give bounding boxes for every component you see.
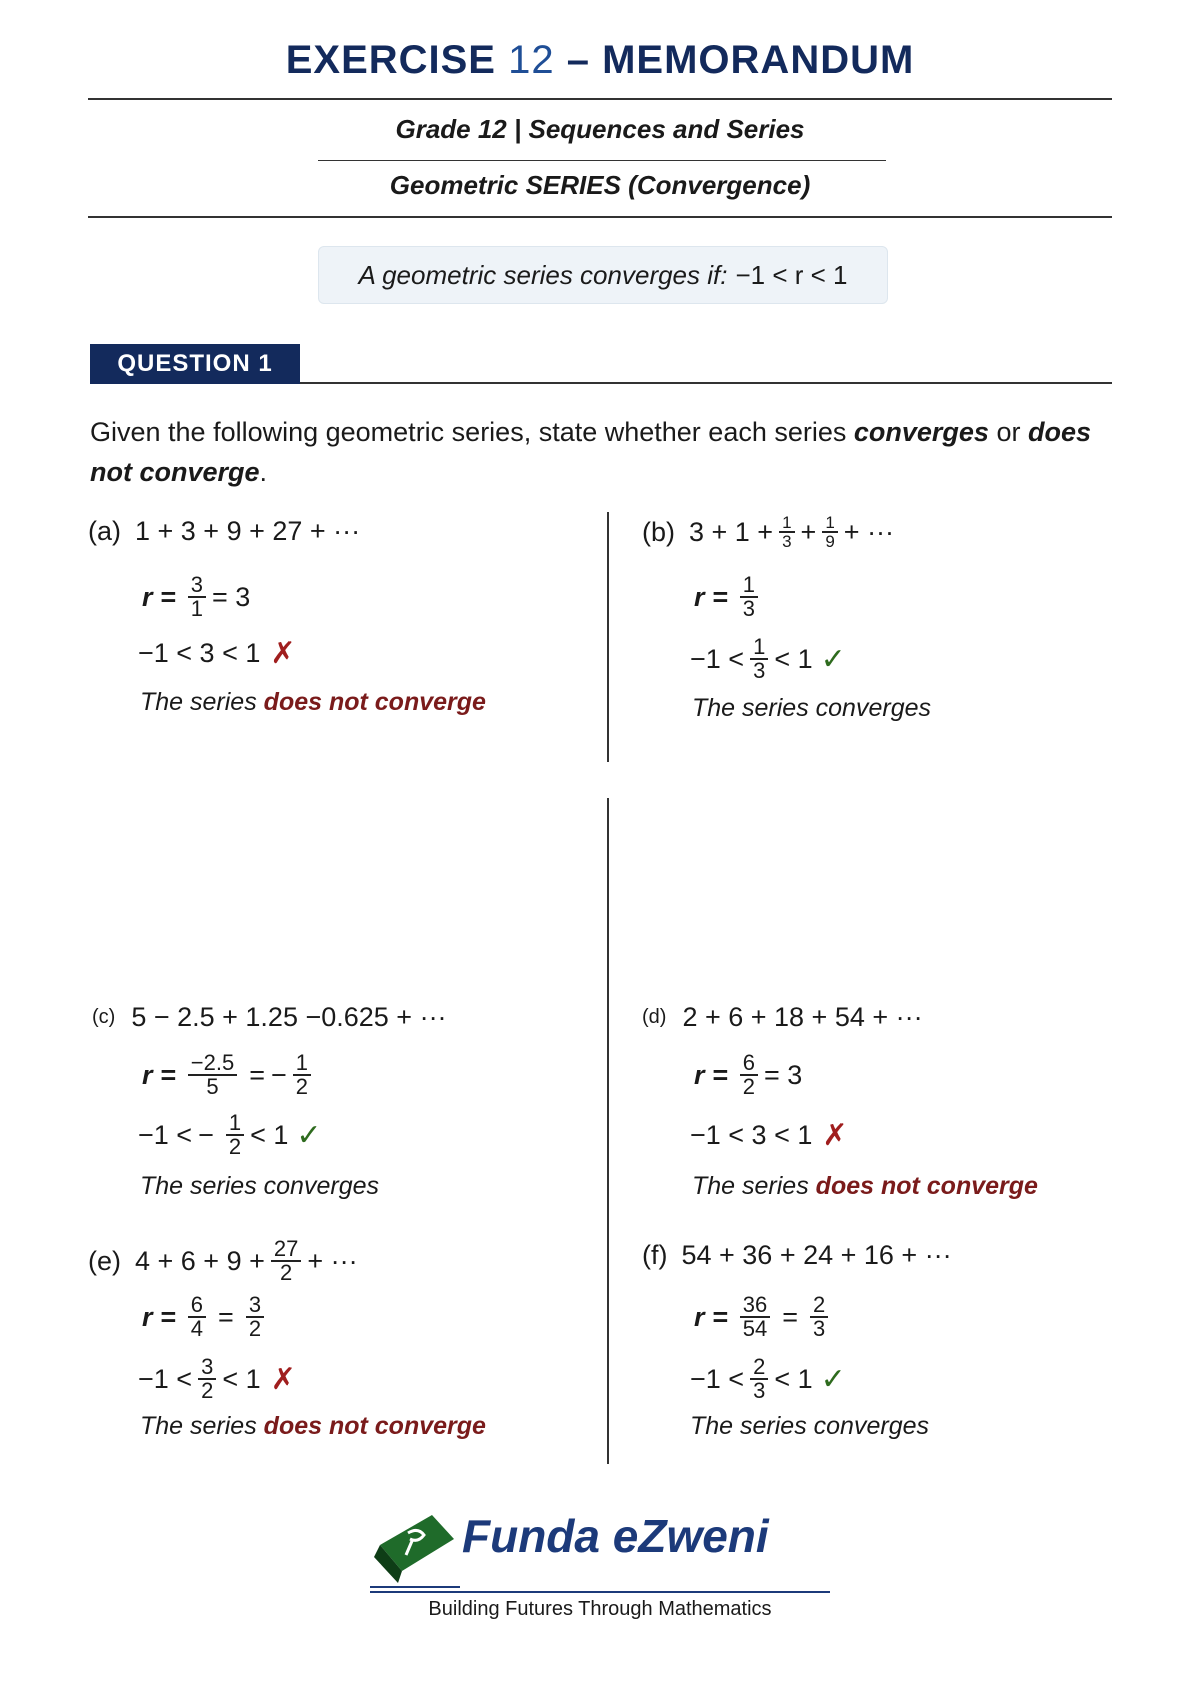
intro-text-3: . [259, 457, 268, 487]
check-icon: ✓ [820, 642, 846, 676]
question-divider [300, 382, 1112, 384]
part-e-label: (e) [88, 1245, 121, 1276]
denominator: 54 [742, 1316, 768, 1341]
numerator: 3 [188, 574, 206, 598]
inequality-left: −1 < [138, 1363, 193, 1394]
part-e-inequality [138, 1356, 296, 1402]
numerator: 6 [740, 1052, 758, 1076]
part-e-ratio [142, 1294, 270, 1340]
part-b-series [642, 514, 894, 550]
header-divider-bottom [88, 216, 1112, 218]
numerator: 1 [226, 1112, 244, 1136]
part-b-term-fraction-2 [822, 514, 837, 550]
numerator: 6 [188, 1294, 206, 1318]
part-e-ratio-simplified [246, 1294, 264, 1340]
part-b-ratio-fraction [740, 574, 758, 620]
subtitle-divider [318, 160, 886, 161]
part-e-series-start: 4 + 6 + 9 + [135, 1245, 265, 1276]
part-d-label: (d) [642, 1006, 667, 1028]
part-c-label: (c) [92, 1006, 116, 1028]
rule-text: A geometric series converges if: [358, 259, 728, 290]
header-divider-top [88, 98, 1112, 100]
part-b-conclusion: The series converges [692, 694, 932, 722]
cross-icon: ✗ [270, 637, 296, 670]
part-d-conclusion [692, 1172, 1038, 1201]
numerator: 3 [246, 1294, 264, 1318]
part-e-ratio-fraction [188, 1294, 206, 1340]
equals-sign: = [782, 1301, 799, 1332]
part-b-series-start: 3 + 1 + [689, 516, 774, 547]
numerator: −2.5 [188, 1052, 237, 1076]
brand-name: Funda eZweni [462, 1510, 769, 1562]
denominator: 2 [201, 1378, 214, 1403]
numerator: 1 [779, 514, 794, 533]
equals-sign: = [249, 1059, 265, 1090]
minus-sign: − [198, 1119, 214, 1150]
conclusion-emphasis: does not converge [815, 1172, 1038, 1200]
part-c-inequality [138, 1112, 322, 1158]
part-c-conclusion: The series converges [140, 1172, 380, 1200]
part-f-inequality-fraction [750, 1356, 768, 1402]
column-divider-top [607, 512, 609, 762]
conclusion-emphasis: does not converge [263, 1412, 486, 1440]
question-intro [90, 412, 1110, 492]
intro-text-2: or [988, 417, 1028, 447]
inequality-left: −1 < [138, 1119, 193, 1150]
denominator: 2 [295, 1074, 309, 1099]
inequality-right: < 1 [774, 643, 813, 674]
ratio-symbol: r = [142, 1059, 176, 1090]
part-b-term-fraction-1 [779, 514, 794, 550]
part-b-ratio [694, 574, 764, 620]
denominator: 3 [753, 658, 766, 683]
ratio-symbol: r = [142, 581, 176, 612]
denominator: 5 [206, 1074, 219, 1099]
numerator: 36 [740, 1294, 770, 1318]
check-icon: ✓ [296, 1118, 322, 1152]
part-f-ratio [694, 1294, 834, 1340]
conclusion-text: The series [140, 1412, 264, 1440]
column-divider-bottom [607, 798, 609, 1464]
part-a-series [88, 516, 360, 547]
numerator: 2 [810, 1294, 828, 1318]
part-a-label: (a) [88, 516, 121, 546]
denominator: 3 [782, 532, 792, 551]
part-f-label: (f) [642, 1240, 668, 1270]
intro-emphasis-converges: converges [853, 417, 989, 447]
ratio-symbol: r = [142, 1301, 176, 1332]
logo-book-icon [370, 1505, 460, 1589]
question-label: QUESTION 1 [90, 344, 300, 384]
cross-icon: ✗ [822, 1119, 848, 1152]
numerator: 1 [750, 636, 768, 660]
inequality-left: −1 < [690, 1363, 745, 1394]
part-c-ratio-fraction [188, 1052, 237, 1098]
part-d-ratio-fraction [740, 1052, 758, 1098]
intro-emphasis-not-converge: does not converge [90, 417, 1091, 487]
convergence-rule-box [318, 246, 888, 304]
denominator: 9 [825, 532, 835, 551]
denominator: 3 [742, 596, 756, 621]
title-number: 12 [508, 38, 555, 82]
ratio-symbol: r = [694, 581, 728, 612]
part-e-conclusion [140, 1412, 486, 1441]
part-c-ratio-simplified [293, 1052, 311, 1098]
part-f-ratio-fraction [740, 1294, 770, 1340]
part-c-ratio [142, 1052, 317, 1098]
equals-sign: = [218, 1301, 234, 1332]
part-f-inequality [690, 1356, 846, 1402]
check-icon: ✓ [820, 1362, 846, 1396]
brand-tagline: Building Futures Through Mathematics [428, 1598, 772, 1620]
part-b-inequality-fraction [750, 636, 768, 682]
part-f-series-text: 54 + 36 + 24 + 16 + ··· [681, 1240, 952, 1270]
part-a-ratio-fraction [188, 574, 206, 620]
numerator: 27 [271, 1238, 301, 1262]
part-d-series-text: 2 + 6 + 18 + 54 + ··· [682, 1002, 923, 1032]
inequality-right: < 1 [774, 1363, 813, 1394]
part-c-inequality-fraction [226, 1112, 244, 1158]
minus-sign: − [271, 1059, 287, 1090]
part-d-ratio-value: = 3 [764, 1059, 803, 1090]
numerator: 1 [822, 514, 837, 533]
part-a-ratio [142, 574, 250, 620]
part-c-series-text: 5 − 2.5 + 1.25 −0.625 + ··· [131, 1002, 447, 1032]
part-c-series [92, 1002, 447, 1033]
numerator: 1 [293, 1052, 311, 1076]
part-d-inequality [690, 1118, 848, 1153]
conclusion-text: The series [692, 1172, 816, 1200]
part-b-label: (b) [642, 516, 675, 547]
part-a-series-text: 1 + 3 + 9 + 27 + ··· [135, 516, 361, 546]
denominator: 2 [228, 1134, 242, 1159]
part-a-inequality [138, 636, 296, 671]
brand-logo [370, 1505, 840, 1595]
topic-heading: Geometric SERIES (Convergence) [389, 170, 811, 200]
part-e-term-fraction [271, 1238, 301, 1284]
denominator: 1 [190, 596, 204, 621]
numerator: 3 [198, 1356, 216, 1380]
ratio-symbol: r = [694, 1059, 728, 1090]
part-a-inequality-text: −1 < 3 < 1 [138, 638, 261, 668]
part-f-conclusion: The series converges [690, 1412, 930, 1440]
part-e-inequality-fraction [198, 1356, 216, 1402]
part-e-series [88, 1238, 358, 1284]
title-prefix: EXERCISE [285, 38, 496, 82]
denominator: 2 [742, 1074, 756, 1099]
part-d-series [642, 1002, 923, 1033]
part-f-ratio-simplified [810, 1294, 828, 1340]
denominator: 2 [248, 1316, 262, 1341]
part-a-ratio-value: = 3 [212, 581, 251, 612]
part-a-conclusion [140, 688, 486, 717]
inequality-left: −1 < [690, 643, 745, 674]
numerator: 2 [750, 1356, 768, 1380]
denominator: 3 [753, 1378, 766, 1403]
denominator: 2 [279, 1260, 293, 1285]
title-suffix: – MEMORANDUM [566, 38, 915, 82]
numerator: 1 [740, 574, 758, 598]
inequality-right: < 1 [222, 1363, 261, 1394]
cross-icon: ✗ [270, 1362, 296, 1396]
part-e-series-end: + ··· [307, 1245, 358, 1276]
inequality-right: < 1 [250, 1119, 289, 1150]
conclusion-emphasis: does not converge [263, 688, 486, 716]
subtitle: Grade 12 | Sequences and Series [395, 114, 805, 144]
conclusion-text: The series [140, 688, 264, 716]
part-d-ratio [694, 1052, 802, 1098]
part-b-inequality [690, 636, 846, 682]
ratio-symbol: r = [694, 1301, 728, 1332]
part-f-series [642, 1240, 952, 1271]
page-title [0, 38, 1200, 83]
denominator: 3 [813, 1316, 826, 1341]
intro-text-1: Given the following geometric series, state whether each series [90, 417, 854, 447]
part-b-series-end: + ··· [843, 516, 895, 547]
brand-underline [370, 1591, 830, 1593]
rule-condition: −1 < r < 1 [735, 259, 848, 290]
part-d-inequality-text: −1 < 3 < 1 [690, 1120, 813, 1150]
plus-sign: + [800, 516, 817, 547]
denominator: 4 [190, 1316, 204, 1341]
